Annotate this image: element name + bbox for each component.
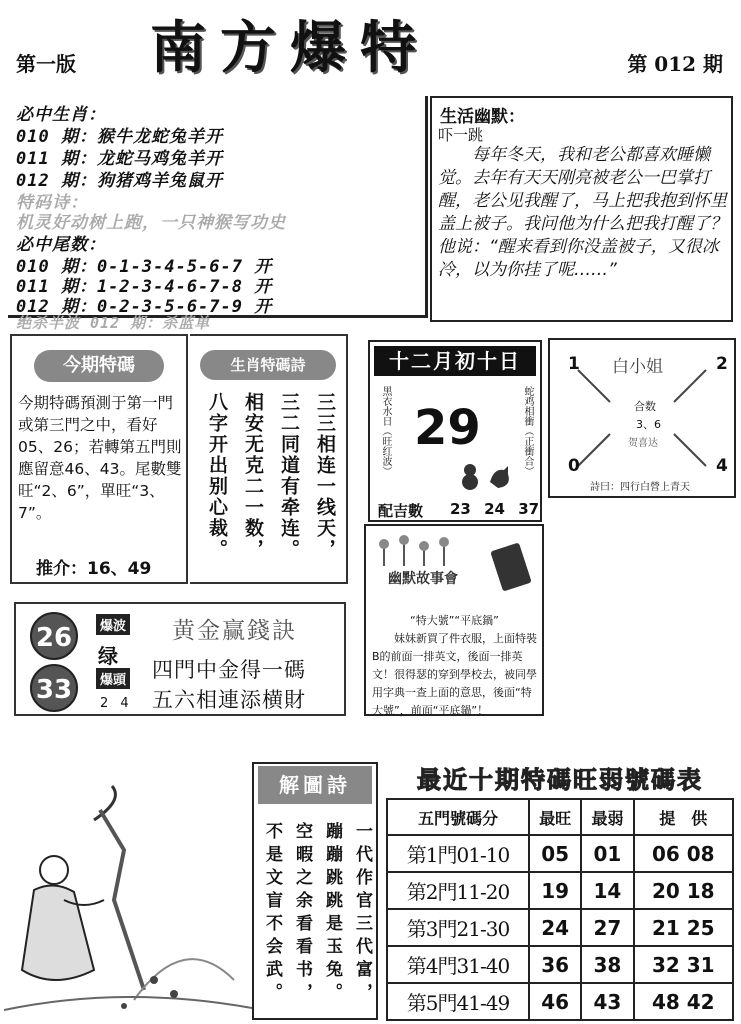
miss-bai-poem: 詩曰：四行白營上青天: [590, 482, 690, 493]
offer-cell: 06 08: [634, 835, 733, 872]
poem-column: 相安无克二一数，: [242, 392, 264, 560]
hot-cell: 05: [529, 835, 581, 872]
corner-number: 2: [716, 354, 728, 374]
humor-body: 每年冬天，我和老公都喜欢睡懒觉。去年有天天刚亮被老公一巴掌打醒，老公见我醒了，马上把我抱到怀里盖上被子。我问他为什么把我打醒了？他说：“醒来看到你没盖被子，又很冰冷，以为你挂了呢……”: [438, 145, 727, 280]
scholar-illustration-icon: [4, 780, 252, 1020]
hot-cell: 46: [529, 983, 581, 1020]
cold-cell: 43: [581, 983, 633, 1020]
lucky-number: 23: [450, 500, 471, 518]
sum-values: 3、6: [636, 418, 661, 431]
group-cell: 第1門01-10: [387, 835, 529, 872]
decode-poem-title: 解圖詩: [258, 766, 372, 804]
offer-cell: 20 18: [634, 872, 733, 909]
poem-column: 三三相连一线天，: [314, 392, 336, 560]
wave-number: 26: [30, 612, 78, 660]
humor-story-panel: [364, 524, 544, 716]
zodiac-poem-title: 生肖特碼詩: [200, 350, 336, 380]
table-row: [387, 983, 733, 1020]
story-title: 幽默故事會: [388, 571, 458, 587]
hot-cold-table: [386, 798, 734, 1021]
signature: 贺喜达: [628, 438, 658, 449]
offer-cell: 32 31: [634, 946, 733, 983]
cold-cell: 38: [581, 946, 633, 983]
table-row: [387, 909, 733, 946]
head-number: 33: [30, 664, 78, 712]
hot-cell: 19: [529, 872, 581, 909]
table-header: 五門號碼分: [387, 799, 529, 835]
gold-title: 黄金赢錢訣: [172, 618, 297, 644]
table-header: 最弱: [581, 799, 633, 835]
tail-line: 010 期：0-1-3-4-5-6-7 开: [16, 257, 273, 277]
calendar-day: 29: [414, 400, 481, 456]
lucky-number: 37: [518, 500, 540, 518]
calendar-left-note: 黑衣水日（旺红波）: [380, 386, 391, 476]
miss-bai-title: 白小姐: [612, 357, 663, 377]
hot-cell: 24: [529, 909, 581, 946]
wave-tag: 爆波: [96, 614, 130, 635]
corner-number: 0: [568, 456, 580, 476]
decode-column: 蹦蹦跳跳是玉兔。: [322, 822, 342, 1006]
zodiac-line: 011 期：龙蛇马鸡兔羊开: [16, 149, 223, 169]
recommend-numbers: 推介：16、49: [36, 559, 152, 579]
poem-column: 三二同道有牵连。: [278, 392, 300, 560]
lucky-label: 配吉數: [378, 502, 424, 520]
monkey-icon: [456, 462, 484, 492]
offer-cell: 21 25: [634, 909, 733, 946]
decode-column: 空暇之余看看书，: [292, 822, 312, 1006]
corner-number: 1: [568, 354, 580, 374]
special-code-title: 今期特碼: [34, 350, 164, 382]
calendar-panel: [368, 340, 542, 522]
special-code-body: 今期特碼預測于第一門或第三門之中，看好05、26；若轉第五門則應留意46、43。尾數雙旺“2、6”，單旺“3、7”。: [18, 394, 182, 522]
issue-number: 第 012 期: [627, 52, 723, 76]
calendar-right-note: 蛇鸡相衝（正衝合）: [522, 386, 533, 476]
table-header: 最旺: [529, 799, 581, 835]
zodiac-line: 010 期：猴牛龙蛇兔羊开: [16, 127, 223, 147]
story-body: 妹妹新買了件衣服，上面特裝B的前面一排英文，後面一排英文！很得瑟的穿到學校去，被同學用字典一查上面的意思，後面“特大號”，前面“平底鍋”！: [372, 632, 537, 717]
group-cell: 第4門31-40: [387, 946, 529, 983]
table-header: 提 供: [634, 799, 733, 835]
humor-panel: [430, 96, 733, 322]
offer-cell: 48 42: [634, 983, 733, 1020]
hot-cold-table-title: 最近十期特碼旺弱號碼表: [417, 765, 703, 794]
wave-gold-panel: [14, 602, 346, 716]
rooster-icon: [486, 462, 514, 492]
head-values: 2 4: [100, 696, 133, 711]
tail-line: 012 期：0-2-3-5-6-7-9 开: [16, 297, 273, 317]
decode-poem-panel: [252, 762, 378, 1020]
flower-icon: [374, 534, 484, 566]
humor-title: 生活幽默：: [440, 107, 525, 127]
zodiac-poem-panel: [190, 334, 348, 584]
hot-cell: 36: [529, 946, 581, 983]
table-row: [387, 946, 733, 983]
kill-wave: 绝杀半波 012 期：杀蓝单: [16, 314, 211, 332]
miss-bai-panel: [548, 338, 736, 498]
corner-number: 4: [716, 456, 728, 476]
lucky-number: 24: [484, 500, 505, 518]
table-row: [387, 835, 733, 872]
zodiac-title: 必中生肖：: [16, 105, 106, 125]
zodiac-panel: [8, 96, 428, 332]
poem-column: 八字开出别心裁。: [206, 392, 228, 560]
group-cell: 第5門41-49: [387, 983, 529, 1020]
story-subtitle: “特大號”“平底鍋”: [410, 614, 499, 627]
head-tag: 爆頭: [96, 668, 130, 689]
lunar-date: 十二月初十日: [374, 346, 536, 376]
poem-label: 特码诗：: [16, 193, 88, 213]
group-cell: 第2門11-20: [387, 872, 529, 909]
masthead-title: 南方爆特: [150, 15, 430, 81]
gold-line: 五六相連添横財: [152, 688, 306, 712]
tail-title: 必中尾数：: [16, 235, 106, 255]
edition-label: 第一版: [16, 52, 76, 76]
gold-line: 四門中金得一碼: [152, 658, 306, 682]
cold-cell: 01: [581, 835, 633, 872]
sum-label: 合数: [634, 400, 656, 413]
lucky-numbers: [450, 500, 539, 518]
decode-column: 一代作官三代富，: [352, 822, 372, 1006]
special-poem: 机灵好动树上跑，一只神猴写功史: [16, 213, 286, 233]
tail-line: 011 期：1-2-3-4-6-7-8 开: [16, 277, 273, 297]
cold-cell: 27: [581, 909, 633, 946]
cold-cell: 14: [581, 872, 633, 909]
book-icon: [490, 542, 532, 591]
humor-subtitle: 吓一跳: [438, 126, 484, 144]
special-code-panel: [10, 334, 188, 584]
table-row: [387, 872, 733, 909]
wave-color: 绿: [98, 644, 118, 668]
group-cell: 第3門21-30: [387, 909, 529, 946]
decode-column: 不是文盲不会武。: [262, 822, 282, 1006]
zodiac-line: 012 期：狗猪鸡羊兔鼠开: [16, 171, 223, 191]
